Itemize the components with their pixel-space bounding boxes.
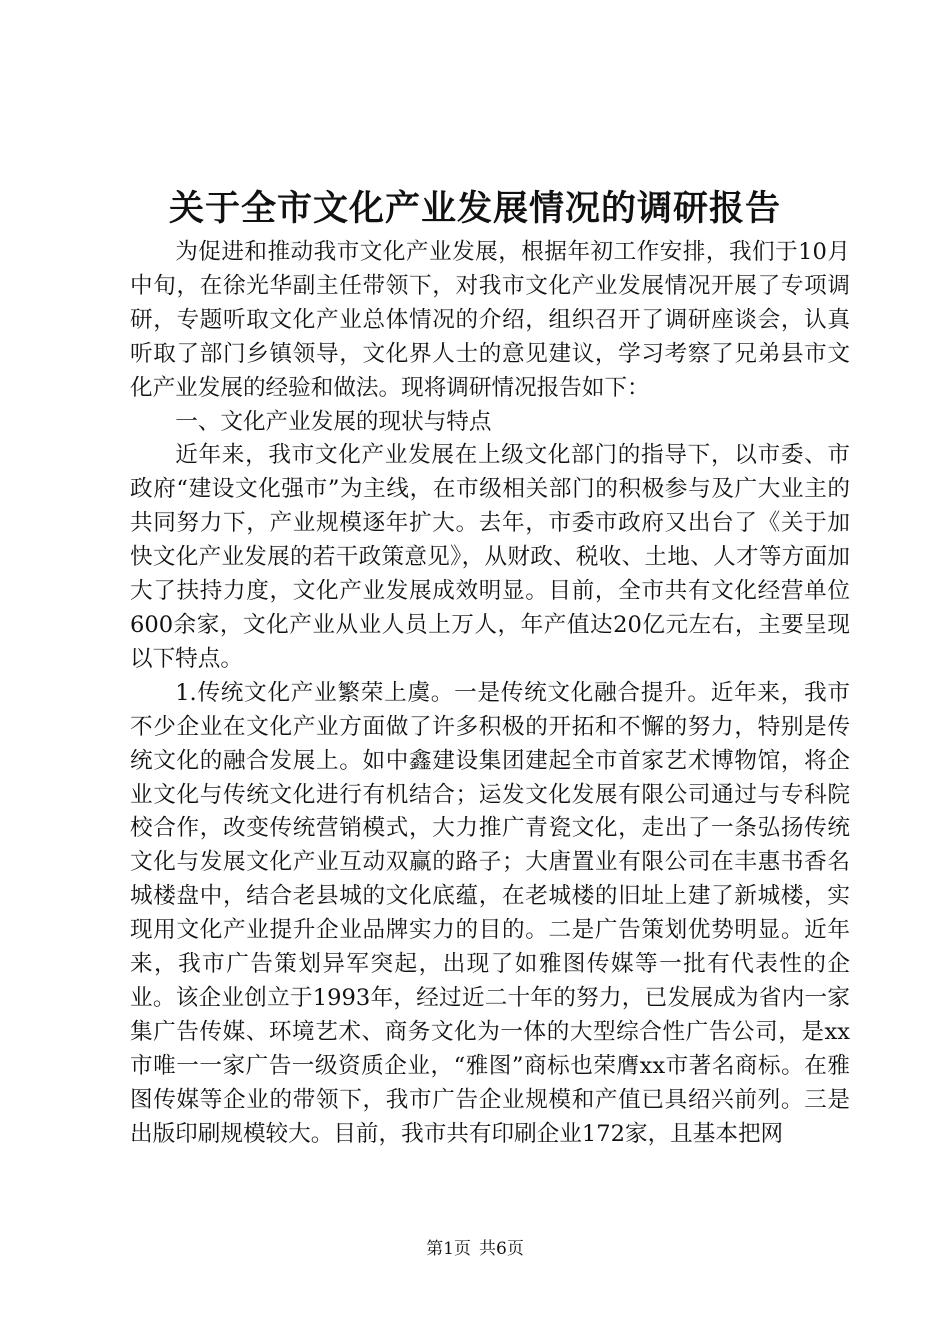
intro-paragraph: 为促进和推动我市文化产业发展，根据年初工作安排，我们于10月中旬，在徐光华副主任带领下，对我市文化产业发展情况开展了专项调研，专题听取文化产业总体情况的介绍，组织召开了调研座谈会，认真听取了部门乡镇领导，文化界人士的意见建议，学习考察了兄弟县市文化产业发展的经验和做法。现将调研情况报告如下： bbox=[130, 239, 850, 401]
document-body bbox=[130, 236, 850, 1151]
page-footer bbox=[0, 1237, 950, 1261]
feature-paragraph: 1.传统文化产业繁荣上虞。一是传统文化融合提升。近年来，我市不少企业在文化产业方面做了许多积极的开拓和不懈的努力，特别是传统文化的融合发展上。如中鑫建设集团建起全市首家艺术博物馆，将企业文化与传统文化进行有机结合；运发文化发展有限公司通过与专科院校合作，改变传统营销模式，大力推广青瓷文化，走出了一条弘扬传统文化与发展文化产业互动双赢的路子；大唐置业有限公司在丰惠书香名城楼盘中，结合老县城的文化底蕴，在老城楼的旧址上建了新城楼，实现用文化产业提升企业品牌实力的目的。二是广告策划优势明显。近年来，我市广告策划异军突起，出现了如雅图传媒等一批有代表性的企业。该企业创立于1993年，经过近二十年的努力，已发展成为省内一家集广告传媒、环境艺术、商务文化为一体的大型综合性广告公司，是xx市唯一一家广告一级资质企业，“雅图”商标也荣膺xx市著名商标。在雅图传媒等企业的带领下，我市广告企业规模和产值已具绍兴前列。三是出版印刷规模较大。目前，我市共有印刷企业172家，且基本把网 bbox=[130, 679, 850, 1147]
overview-paragraph: 近年来，我市文化产业发展在上级文化部门的指导下，以市委、市政府“建设文化强市”为主线，在市级相关部门的积极参与及广大业主的共同努力下，产业规模逐年扩大。去年，市委市政府又出台了《关于加快文化产业发展的若干政策意见》，从财政、税收、土地、人才等方面加大了扶持力度，文化产业发展成效明显。目前，全市共有文化经营单位600余家，文化产业从业人员上万人，年产值达20亿元左右，主要呈现以下特点。 bbox=[130, 442, 850, 672]
section-heading: 一、文化产业发展的现状与特点 bbox=[175, 408, 492, 435]
document-title: 关于全市文化产业发展情况的调研报告 bbox=[168, 188, 781, 229]
page-total: 共6页 bbox=[479, 1239, 524, 1259]
page-number: 第1页 bbox=[426, 1239, 471, 1259]
